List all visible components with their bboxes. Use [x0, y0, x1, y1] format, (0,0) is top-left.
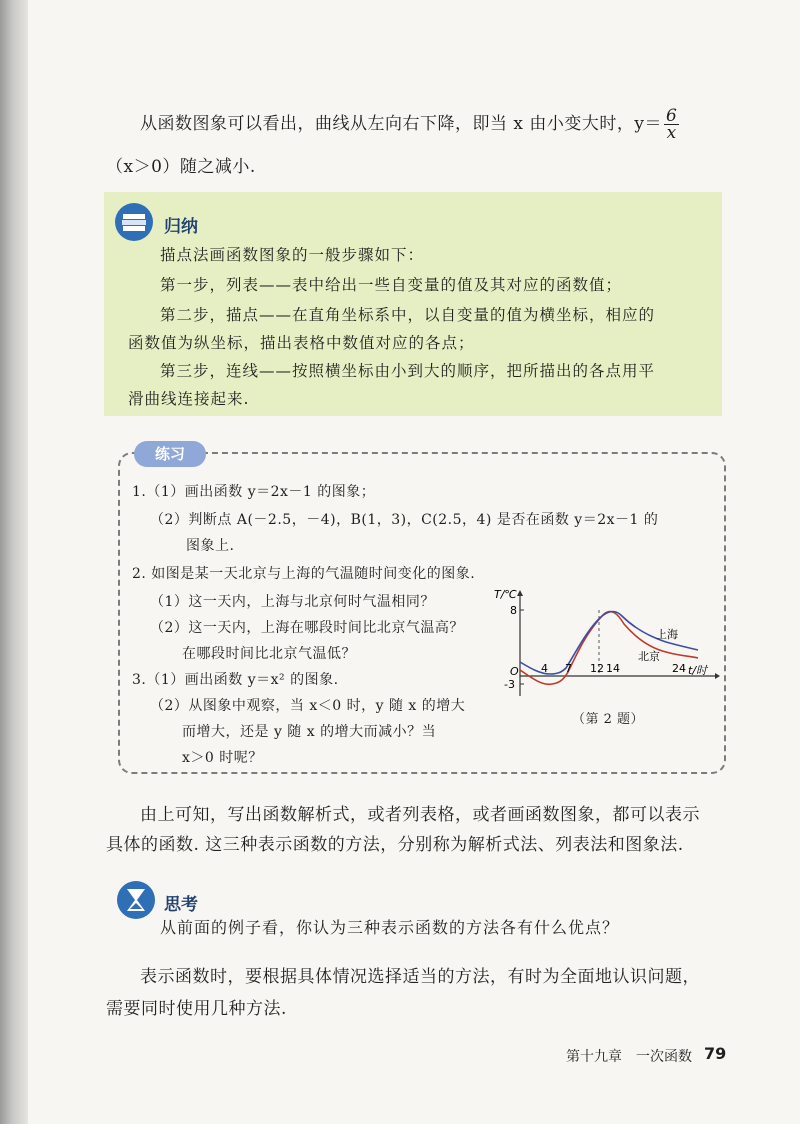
exercise-line: 图象上.: [186, 538, 235, 554]
exercise-line: （1）这一天内，上海与北京何时气温相同？: [150, 594, 435, 610]
exercise-line: 在哪段时间比北京气温低？: [182, 646, 356, 662]
tick-label-14: 14: [606, 662, 620, 675]
exercise-line: （2）这一天内，上海在哪段时间比北京气温高？: [150, 620, 464, 636]
page-number: 79: [704, 1044, 727, 1063]
summary-title: 归纳: [164, 217, 198, 237]
exercise-line: （2）判断点 A(－2.5，－4)，B(1，3)，C(2.5，4) 是否在函数 y＝2x－1 的: [150, 512, 659, 528]
summary-line: 函数值为纵坐标，描出表格中数值对应的各点；: [128, 334, 475, 352]
exercise-line: x＞0 时呢？: [182, 750, 263, 766]
tick-label-8: 8: [510, 604, 517, 617]
summary-line: 第二步，描点——在直角坐标系中，以自变量的值为横坐标，相应的: [160, 306, 656, 324]
origin-label: O: [510, 665, 519, 678]
figure-caption: （第 2 题）: [572, 712, 645, 727]
tick-label-minus3: -3: [504, 678, 515, 691]
exercise-title: 练习: [134, 441, 206, 467]
x-axis-arrow: [715, 673, 720, 679]
y-axis-label: T/℃: [494, 588, 517, 601]
tick-label-24: 24: [672, 662, 686, 675]
summary-line: 第一步，列表——表中给出一些自变量的值及其对应的函数值；: [160, 276, 623, 294]
beijing-label: 北京: [638, 650, 660, 663]
tick-label-12: 12: [590, 662, 604, 675]
x-axis-label: t/时: [688, 664, 708, 677]
think-question: 从前面的例子看，你认为三种表示函数的方法各有什么优点？: [160, 918, 620, 937]
y-axis-arrow: [517, 590, 523, 596]
think-title: 思考: [164, 895, 198, 915]
intro-line-1: [140, 108, 679, 141]
fraction: [664, 108, 679, 141]
chapter-footer: 第十九章 一次函数: [566, 1049, 692, 1065]
intro-line-2: （x＞0）随之减小.: [106, 157, 256, 177]
para-line-1: 由上可知，写出函数解析式，或者列表格，或者画函数图象，都可以表示: [140, 805, 700, 825]
fraction-denominator: x: [666, 123, 677, 143]
summary-line: 滑曲线连接起来.: [128, 390, 250, 408]
tick-label-7: 7: [565, 662, 572, 675]
exercise-line: 3.（1）画出函数 y＝x² 的图象.: [132, 672, 339, 688]
exercise-line: 1.（1）画出函数 y＝2x－1 的图象；: [132, 484, 376, 500]
intro-text: 从函数图象可以看出，曲线从左向右下降，即当 x 由小变大时，y＝: [140, 114, 662, 134]
conclusion-line-1: 表示函数时，要根据具体情况选择适当的方法，有时为全面地认识问题，: [140, 967, 700, 987]
exercise-line: 而增大，还是 y 随 x 的增大而减小？当: [182, 724, 437, 740]
shanghai-label: 上海: [656, 628, 678, 641]
exercise-line: （2）从图象中观察，当 x＜0 时，y 随 x 的增大: [150, 698, 466, 714]
hourglass-icon: [116, 880, 156, 920]
book-stack-icon: [114, 202, 154, 242]
summary-line: 描点法画函数图象的一般步骤如下：: [160, 246, 425, 264]
temperature-chart: [490, 586, 720, 726]
para-line-2: 具体的函数. 这三种表示函数的方法，分别称为解析式法、列表法和图象法.: [106, 835, 684, 855]
summary-line: 第三步，连线——按照横坐标由小到大的顺序，把所描出的各点用平: [160, 362, 656, 380]
conclusion-line-2: 需要同时使用几种方法.: [106, 999, 287, 1019]
fraction-numerator: 6: [666, 106, 678, 126]
exercise-line: 2. 如图是某一天北京与上海的气温随时间变化的图象.: [132, 566, 476, 582]
tick-label-4: 4: [541, 662, 548, 675]
book-spine-shadow: [0, 0, 28, 1124]
